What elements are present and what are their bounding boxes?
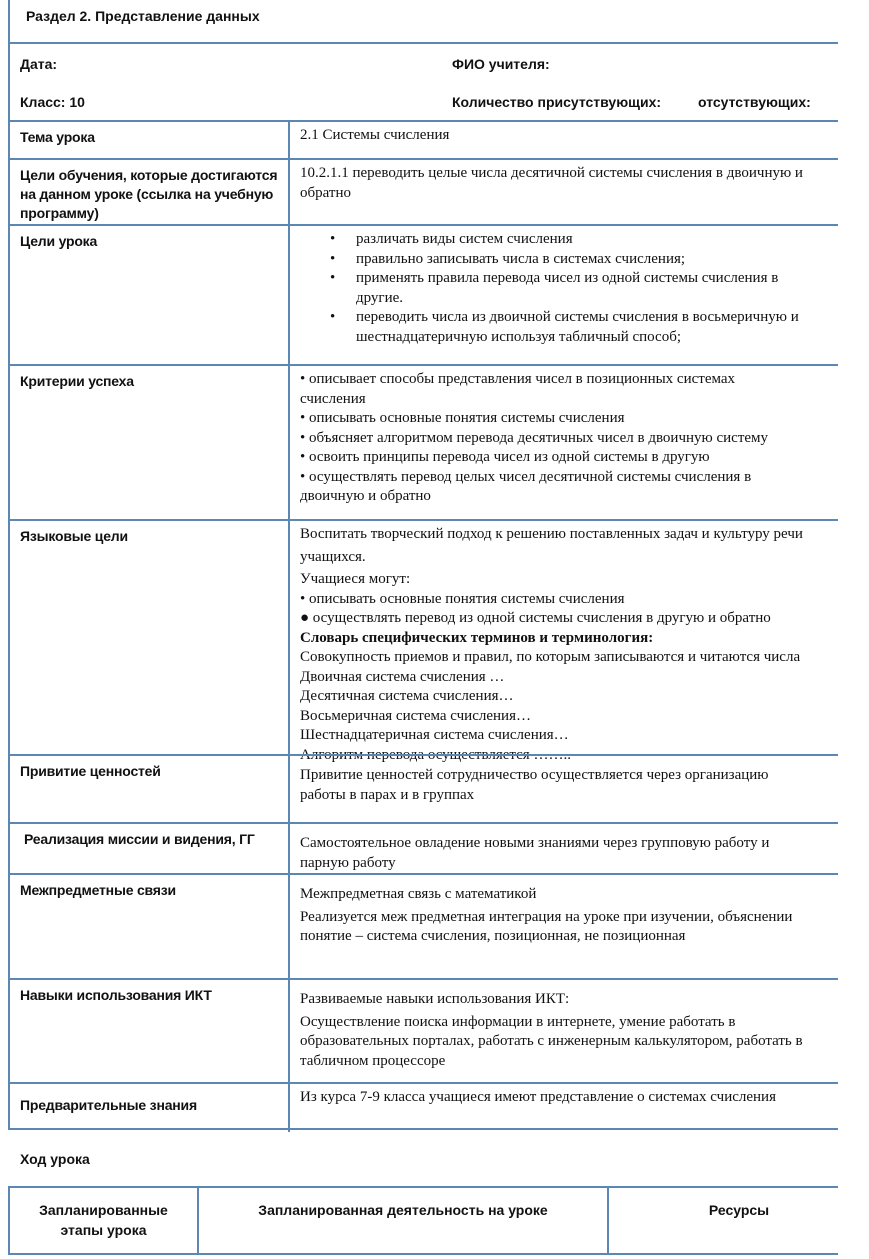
goal-item — [300, 269, 828, 308]
row-ict-skills — [10, 978, 838, 1082]
section-row — [10, 0, 838, 42]
row-label: Привитие ценностей — [10, 756, 290, 822]
text-line: правильно записывать числа в системах счисления; — [356, 250, 686, 267]
row-label: Языковые цели — [10, 521, 290, 754]
text-line: Из курса 7-9 класса учащиеся имеют представление о системах счисления — [300, 1089, 776, 1105]
text-line: применять правила перевода чисел из одной системы счисления в — [356, 270, 779, 286]
section-title: Раздел 2. Представление данных — [26, 8, 260, 24]
text-line: Десятичная система счисления… — [300, 688, 514, 704]
text-line: табличном процессоре — [300, 1052, 446, 1069]
text-line: 10.2.1.1 переводить целые числа десятичной системы счисления в двоичную и — [300, 165, 803, 181]
row-value — [290, 366, 838, 519]
teacher-label: ФИО учителя: — [452, 56, 550, 72]
row-label: Навыки использования ИКТ — [10, 980, 290, 1082]
goal-item — [300, 308, 828, 347]
row-label: Межпредметные связи — [10, 875, 290, 978]
row-value — [290, 756, 838, 822]
lesson-progress-table — [8, 1186, 838, 1255]
bullet-icon: • — [330, 309, 336, 325]
text-line: Шестнадцатеричная система счисления… — [300, 727, 569, 743]
row-value — [290, 875, 838, 978]
text-line: • осуществлять перевод целых чисел десятичной системы счисления в — [300, 468, 752, 485]
row-value — [290, 1084, 838, 1132]
text-line: 2.1 Системы счисления — [300, 127, 450, 143]
row-language-goals — [10, 519, 838, 763]
goal-item — [300, 250, 828, 270]
text-line: Словарь специфических терминов и терминология: — [300, 629, 654, 646]
row-label: Цели обучения, которые достигаются на данном уроке (ссылка на учебную программу) — [10, 160, 290, 224]
row-label: Тема урока — [10, 122, 290, 158]
date-label: Дата: — [20, 56, 58, 72]
row-lesson-goals — [10, 224, 838, 364]
text-line: понятие – система счисления, позиционная, не позиционная — [300, 928, 686, 944]
lesson-plan-table — [8, 0, 838, 1130]
text-line: переводить числа из двоичной системы счисления в восьмеричную и — [356, 309, 799, 325]
column-header-stages: Запланированные этапы урока — [10, 1188, 199, 1253]
text-line: Алгоритм перевода осуществляется …….. — [300, 746, 571, 763]
row-value — [290, 160, 838, 224]
lesson-progress-title: Ход урока — [20, 1151, 90, 1167]
text-line: работы в парах и в группах — [300, 786, 475, 803]
row-topic — [10, 120, 838, 158]
row-value — [290, 980, 838, 1082]
text-line: Двоичная система счисления … — [300, 668, 505, 685]
bullet-icon: • — [330, 250, 336, 267]
text-line: учащихся. — [300, 548, 366, 565]
absent-label: отсутствующих: — [698, 94, 811, 110]
text-line: • описывать основные понятия системы счисления — [300, 410, 625, 426]
column-header-activity: Запланированная деятельность на уроке — [199, 1188, 609, 1253]
goal-item — [300, 230, 828, 250]
text-line: другие. — [356, 289, 404, 306]
text-line: Межпредметная связь с математикой — [300, 886, 537, 902]
text-line: различать виды систем счисления — [356, 231, 573, 247]
column-header-resources: Ресурсы — [708, 1202, 770, 1218]
text-line: Учащиеся могут: — [300, 571, 411, 587]
text-line: Реализуется меж предметная интеграция на уроке при изучении, объяснении — [300, 908, 793, 925]
row-value — [290, 122, 838, 158]
bullet-icon: • — [330, 270, 336, 286]
text-line: • освоить принципы перевода чисел из одной системы в другую — [300, 449, 710, 465]
row-value — [290, 824, 838, 873]
text-line: • описывать основные понятия системы счисления — [300, 590, 625, 607]
row-success-criteria — [10, 364, 838, 519]
row-values — [10, 754, 838, 822]
bullet-icon: • — [330, 231, 336, 247]
text-line: Восьмеричная система счисления… — [300, 707, 531, 724]
text-line: счисления — [300, 390, 366, 407]
row-value — [290, 226, 838, 364]
text-line: образовательных порталах, работать с инженерным калькулятором, работать в — [300, 1033, 803, 1049]
row-label: Реализация миссии и видения, ГГ — [10, 824, 290, 873]
row-prior-knowledge — [10, 1082, 838, 1132]
class-label: Класс: 10 — [20, 94, 85, 110]
text-line: двоичную и обратно — [300, 488, 431, 504]
row-cross-curricular — [10, 873, 838, 978]
text-line: • объясняет алгоритмом перевода десятичных чисел в двоичную систему — [300, 429, 769, 446]
row-label: Цели урока — [10, 226, 290, 364]
text-line: Развиваемые навыки использования ИКТ: — [300, 991, 570, 1007]
text-line: Совокупность приемов и правил, по которым записываются и читаются числа — [300, 649, 801, 665]
text-line: парную работу — [300, 854, 396, 871]
row-label: Предварительные знания — [10, 1084, 290, 1132]
row-learning-objectives — [10, 158, 838, 224]
row-label: Критерии успеха — [10, 366, 290, 519]
text-line: шестнадцатеричную используя табличный способ; — [356, 328, 682, 345]
text-line: Осуществление поиска информации в интернете, умение работать в — [300, 1013, 736, 1030]
row-value — [290, 521, 838, 763]
text-line: обратно — [300, 184, 351, 201]
info-row — [10, 42, 838, 120]
row-mission — [10, 822, 838, 873]
text-line: • описывает способы представления чисел в позиционных системах — [300, 371, 736, 387]
present-label: Количество присутствующих: — [452, 94, 662, 110]
text-line: Самостоятельное овладение новыми знаниями через групповую работу и — [300, 835, 770, 851]
text-line: Воспитать творческий подход к решению поставленных задач и культуру речи — [300, 526, 803, 542]
text-line: Привитие ценностей сотрудничество осуществляется через организацию — [300, 767, 769, 783]
text-line: ● осуществлять перевод из одной системы счисления в другую и обратно — [300, 610, 771, 626]
